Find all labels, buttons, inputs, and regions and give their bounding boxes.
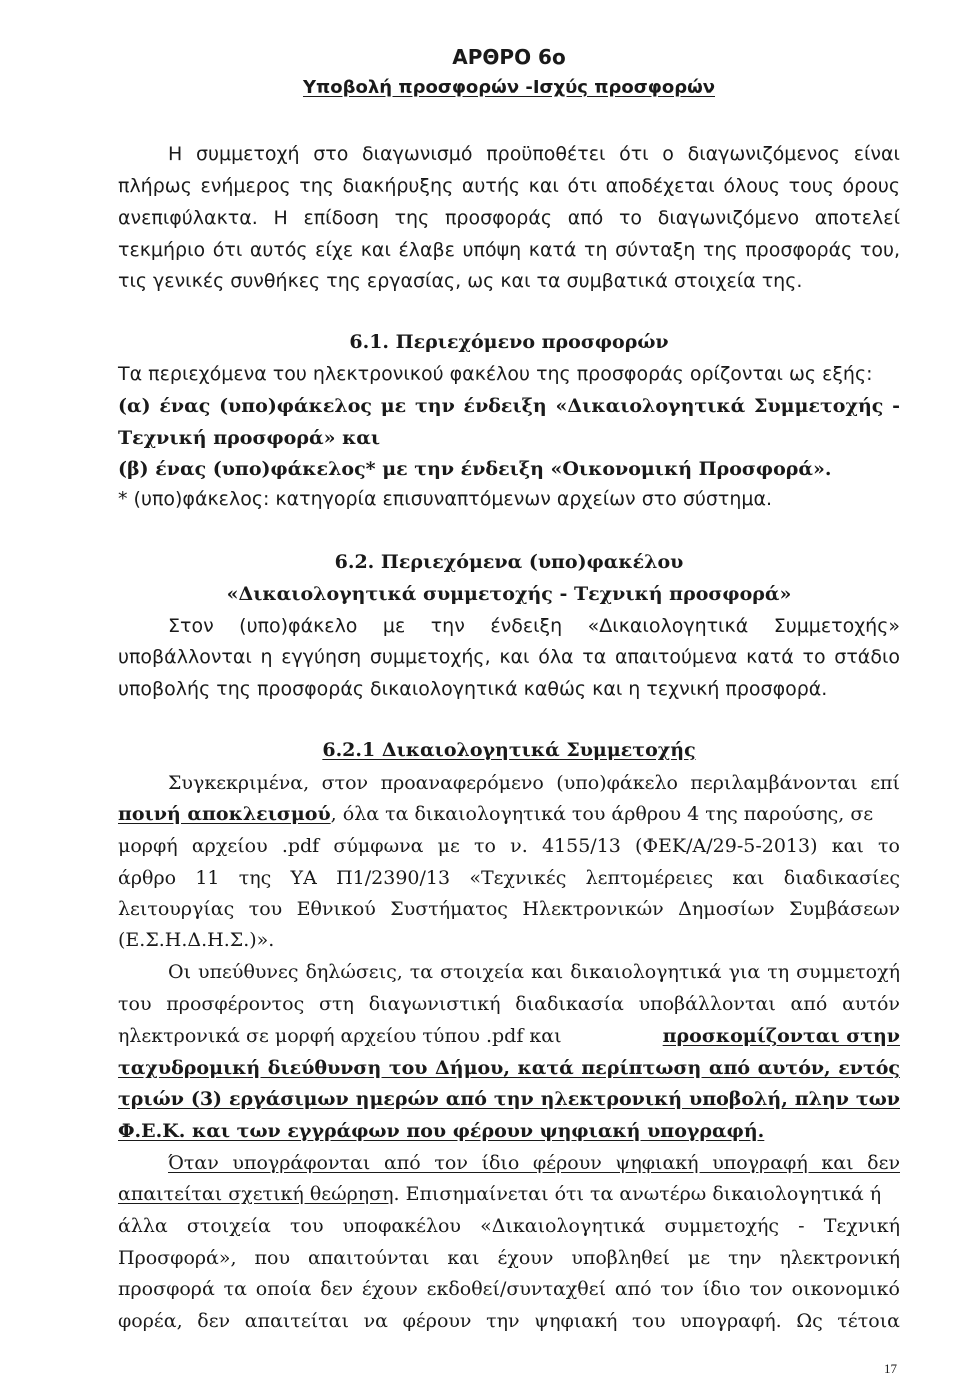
p3-line-2-rest: . Επισημαίνεται ότι τα ανωτέρω δικαιολογητικά ή bbox=[393, 1183, 882, 1205]
section-6-1-text: Τα περιεχόμενα του ηλεκτρονικού φακέλου της προσφοράς ορίζονται ως εξής: bbox=[118, 363, 873, 385]
p2-bold-line-3: Φ.Ε.Κ. και των εγγράφων που φέρουν ψηφιακή υπογραφή. bbox=[118, 1120, 765, 1142]
item-a-line-2: Τεχνική προσφορά» και bbox=[118, 427, 381, 449]
p2-bold-line-2: τριών (3) εργάσιμων ημερών από την ηλεκτρονική υποβολή, πλην των bbox=[118, 1088, 900, 1110]
p3-line-3: άλλα στοιχεία του υποφακέλου «Δικαιολογητικά συμμετοχής - Τεχνική bbox=[118, 1215, 900, 1237]
p2-line-2: του προσφέροντος στη διαγωνιστική διαδικασία υποβάλλονται από αυτόν bbox=[118, 993, 900, 1015]
penalty-phrase: ποινή αποκλεισμού bbox=[118, 803, 331, 825]
section-6-2-heading-line-2: «Δικαιολογητικά συμμετοχής - Τεχνική προσφορά» bbox=[226, 583, 792, 605]
section-6-2-text-3: υποβολής της προσφοράς δικαιολογητικά καθώς και η τεχνική προσφορά. bbox=[118, 678, 828, 700]
intro-line-1: Η συμμετοχή στο διαγωνισμό προϋποθέτει ότι ο διαγωνιζόμενος είναι bbox=[168, 143, 900, 165]
p1-line-5: λειτουργίας του Εθνικού Συστήματος Ηλεκτρονικών Δημοσίων Συμβάσεων bbox=[118, 898, 900, 920]
p2-line-3-bold: προσκομίζονται στην bbox=[662, 1025, 900, 1047]
intro-line-2: πλήρως ενήμερος της διακήρυξης αυτής και ότι αποδέχεται όλους τους όρους bbox=[118, 175, 900, 197]
p3-line-5: προσφορά τα οποία δεν έχουν εκδοθεί/συνταχθεί από τον ίδιο τον οικονομικό bbox=[118, 1278, 900, 1300]
p3-line-1: Όταν υπογράφονται από τον ίδιο φέρουν ψηφιακή υπογραφή και δεν bbox=[168, 1152, 900, 1174]
intro-line-4: τεκμήριο ότι αυτός είχε και έλαβε υπόψη κατά τη σύνταξη της προσφοράς του, bbox=[118, 239, 900, 261]
p2-line-3 bbox=[118, 1027, 900, 1046]
intro-line-5: τις γενικές συνθήκες της εργασίας, ως και τα συμβατικά στοιχεία της. bbox=[118, 270, 803, 292]
article-number: ΑΡΘΡΟ 6ο bbox=[452, 45, 566, 69]
intro-line-3: ανεπιφύλακτα. Η επίδοση της προσφοράς από το διαγωνιζόμενο αποτελεί bbox=[118, 207, 900, 229]
p2-line-1: Οι υπεύθυνες δηλώσεις, τα στοιχεία και δικαιολογητικά για τη συμμετοχή bbox=[168, 961, 900, 983]
p3-line-2-underlined: απαιτείται σχετική θεώρηση bbox=[118, 1183, 394, 1205]
p2-line-3-plain: ηλεκτρονικά σε μορφή αρχείου τύπου .pdf και bbox=[118, 1025, 562, 1047]
section-6-2-text-2: υποβάλλονται η εγγύηση συμμετοχής, και όλα τα απαιτούμενα κατά το στάδιο bbox=[118, 646, 900, 668]
p1-line-2 bbox=[118, 805, 900, 824]
section-6-2-heading-line-1: 6.2. Περιεχόμενα (υπο)φακέλου bbox=[334, 551, 684, 573]
section-6-2-1-heading: 6.2.1 Δικαιολογητικά Συμμετοχής bbox=[322, 739, 696, 761]
page-number: 17 bbox=[884, 1361, 897, 1376]
footnote: * (υπο)φάκελος: κατηγορία επισυναπτόμενων αρχείων στο σύστημα. bbox=[118, 488, 773, 510]
p1-line-1: Συγκεκριμένα, στον προαναφερόμενο (υπο)φάκελο περιλαμβάνονται επί bbox=[168, 772, 900, 794]
item-b: (β) ένας (υπο)φάκελος* με την ένδειξη «Οικονομική Προσφορά». bbox=[118, 458, 832, 480]
section-6-1-heading: 6.1. Περιεχόμενο προσφορών bbox=[349, 331, 669, 353]
p1-line-6: (Ε.Σ.Η.Δ.Η.Σ.)». bbox=[118, 929, 275, 951]
p1-line-3: μορφή αρχείου .pdf σύμφωνα με το ν. 4155/13 (ΦΕΚ/Α/29-5-2013) και το bbox=[118, 835, 900, 857]
item-a-line-1: (α) ένας (υπο)φάκελος με την ένδειξη «Δικαιολογητικά Συμμετοχής - bbox=[118, 395, 900, 417]
p3-line-6: φορέα, δεν απαιτείται να φέρουν την ψηφιακή του υπογραφή. Ως τέτοια bbox=[118, 1310, 900, 1332]
p3-line-4: Προσφορά», που απαιτούνται και έχουν υποβληθεί με την ηλεκτρονική bbox=[118, 1247, 900, 1269]
p1-line-4: άρθρο 11 της ΥΑ Π1/2390/13 «Τεχνικές λεπτομέρειες και διαδικασίες bbox=[118, 867, 900, 889]
section-6-2-text-1: Στον (υπο)φάκελο με την ένδειξη «Δικαιολογητικά Συμμετοχής» bbox=[168, 615, 900, 637]
article-title: Υποβολή προσφορών -Ισχύς προσφορών bbox=[302, 77, 715, 98]
p3-line-2 bbox=[118, 1185, 900, 1204]
p2-bold-line-1: ταχυδρομική διεύθυνση του Δήμου, κατά περίπτωση από αυτόν, εντός bbox=[118, 1057, 900, 1079]
p1-line-2-rest: , όλα τα δικαιολογητικά του άρθρου 4 της παρούσης, σε bbox=[330, 803, 874, 825]
